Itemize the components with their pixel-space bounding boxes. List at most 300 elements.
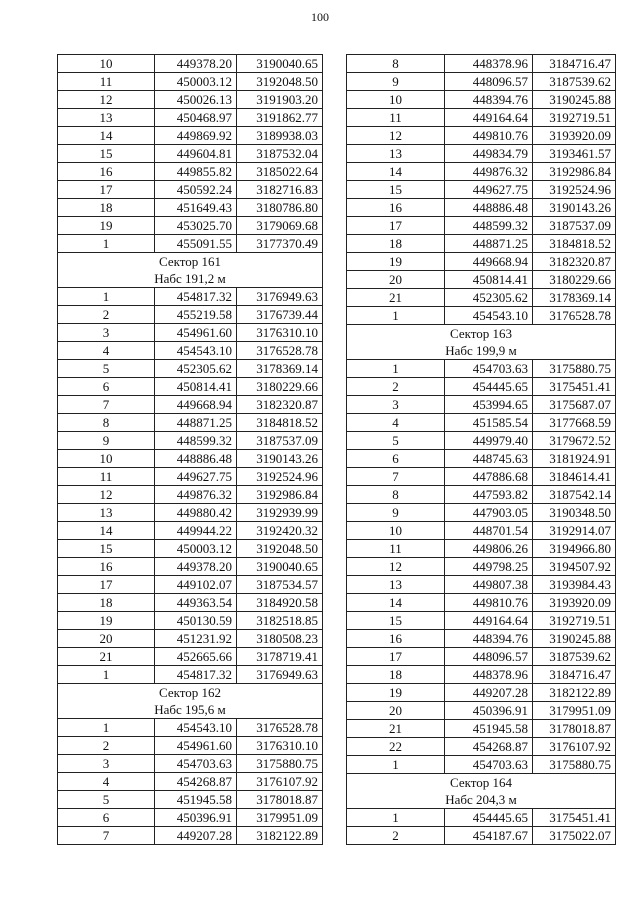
x-coordinate-cell: 449876.32 [155, 486, 237, 504]
point-number-cell: 1 [347, 360, 445, 378]
x-coordinate-cell: 449810.76 [445, 594, 533, 612]
table-row [58, 666, 323, 684]
coordinates-table-left-body [58, 55, 323, 845]
point-number-cell: 4 [58, 342, 155, 360]
table-row [58, 181, 323, 199]
table-row [58, 378, 323, 396]
table-row [58, 576, 323, 594]
point-number-cell: 16 [58, 163, 155, 181]
y-coordinate-cell: 3178719.41 [237, 648, 323, 666]
table-row [347, 468, 616, 486]
point-number-cell: 12 [347, 127, 445, 145]
y-coordinate-cell: 3182122.89 [533, 684, 616, 702]
table-row [347, 199, 616, 217]
x-coordinate-cell: 449855.82 [155, 163, 237, 181]
x-coordinate-cell: 454961.60 [155, 737, 237, 755]
point-number-cell: 1 [58, 288, 155, 306]
point-number-cell: 19 [347, 684, 445, 702]
x-coordinate-cell: 448599.32 [445, 217, 533, 235]
x-coordinate-cell: 449668.94 [445, 253, 533, 271]
table-row [347, 55, 616, 73]
point-number-cell: 13 [58, 504, 155, 522]
x-coordinate-cell: 448745.63 [445, 450, 533, 468]
y-coordinate-cell: 3194966.80 [533, 540, 616, 558]
table-row [58, 719, 323, 737]
point-number-cell: 1 [58, 235, 155, 253]
point-number-cell: 4 [347, 414, 445, 432]
x-coordinate-cell: 454703.63 [445, 756, 533, 774]
page-number: 100 [311, 10, 329, 24]
x-coordinate-cell: 449807.38 [445, 576, 533, 594]
x-coordinate-cell: 448378.96 [445, 55, 533, 73]
point-number-cell: 6 [58, 378, 155, 396]
x-coordinate-cell: 448871.25 [155, 414, 237, 432]
point-number-cell: 9 [58, 432, 155, 450]
x-coordinate-cell: 449810.76 [445, 127, 533, 145]
sector-height-row [347, 342, 616, 360]
sector-height: Набс 191,2 м [58, 270, 323, 288]
sector-height: Набс 195,6 м [58, 701, 323, 719]
x-coordinate-cell: 448096.57 [445, 648, 533, 666]
y-coordinate-cell: 3182320.87 [533, 253, 616, 271]
y-coordinate-cell: 3176310.10 [237, 324, 323, 342]
table-row [347, 396, 616, 414]
point-number-cell: 18 [347, 235, 445, 253]
table-row [58, 809, 323, 827]
y-coordinate-cell: 3192986.84 [237, 486, 323, 504]
y-coordinate-cell: 3184920.58 [237, 594, 323, 612]
point-number-cell: 12 [58, 91, 155, 109]
table-row [347, 181, 616, 199]
x-coordinate-cell: 448886.48 [155, 450, 237, 468]
table-row [58, 306, 323, 324]
point-number-cell: 19 [58, 612, 155, 630]
y-coordinate-cell: 3181924.91 [533, 450, 616, 468]
y-coordinate-cell: 3189938.03 [237, 127, 323, 145]
point-number-cell: 16 [347, 630, 445, 648]
table-row [58, 163, 323, 181]
y-coordinate-cell: 3193920.09 [533, 594, 616, 612]
y-coordinate-cell: 3192986.84 [533, 163, 616, 181]
sector-height: Набс 199,9 м [347, 342, 616, 360]
point-number-cell: 1 [347, 809, 445, 827]
x-coordinate-cell: 450592.24 [155, 181, 237, 199]
point-number-cell: 14 [347, 594, 445, 612]
table-row [58, 558, 323, 576]
x-coordinate-cell: 448394.76 [445, 630, 533, 648]
y-coordinate-cell: 3187532.04 [237, 145, 323, 163]
y-coordinate-cell: 3184818.52 [237, 414, 323, 432]
x-coordinate-cell: 450396.91 [155, 809, 237, 827]
point-number-cell: 1 [347, 307, 445, 325]
x-coordinate-cell: 454703.63 [445, 360, 533, 378]
point-number-cell: 5 [58, 791, 155, 809]
point-number-cell: 3 [58, 324, 155, 342]
point-number-cell: 7 [347, 468, 445, 486]
point-number-cell: 10 [347, 522, 445, 540]
x-coordinate-cell: 452305.62 [445, 289, 533, 307]
point-number-cell: 14 [58, 522, 155, 540]
y-coordinate-cell: 3192524.96 [533, 181, 616, 199]
y-coordinate-cell: 3192524.96 [237, 468, 323, 486]
table-row [347, 73, 616, 91]
table-row [58, 324, 323, 342]
y-coordinate-cell: 3187539.62 [533, 73, 616, 91]
table-row [347, 558, 616, 576]
sector-title-row [58, 684, 323, 702]
x-coordinate-cell: 449164.64 [445, 612, 533, 630]
table-row [58, 288, 323, 306]
point-number-cell: 8 [58, 414, 155, 432]
table-row [58, 594, 323, 612]
table-row [347, 414, 616, 432]
point-number-cell: 21 [347, 720, 445, 738]
y-coordinate-cell: 3190040.65 [237, 558, 323, 576]
y-coordinate-cell: 3192048.50 [237, 540, 323, 558]
x-coordinate-cell: 452665.66 [155, 648, 237, 666]
point-number-cell: 3 [58, 755, 155, 773]
table-row [347, 827, 616, 845]
x-coordinate-cell: 448886.48 [445, 199, 533, 217]
table-row [58, 55, 323, 73]
x-coordinate-cell: 449102.07 [155, 576, 237, 594]
y-coordinate-cell: 3176739.44 [237, 306, 323, 324]
point-number-cell: 7 [58, 827, 155, 845]
x-coordinate-cell: 450003.12 [155, 540, 237, 558]
y-coordinate-cell: 3190245.88 [533, 630, 616, 648]
point-number-cell: 14 [58, 127, 155, 145]
point-number-cell: 6 [58, 809, 155, 827]
x-coordinate-cell: 454445.65 [445, 809, 533, 827]
x-coordinate-cell: 449798.25 [445, 558, 533, 576]
y-coordinate-cell: 3192719.51 [533, 109, 616, 127]
x-coordinate-cell: 449944.22 [155, 522, 237, 540]
point-number-cell: 11 [347, 109, 445, 127]
y-coordinate-cell: 3182716.83 [237, 181, 323, 199]
x-coordinate-cell: 448394.76 [445, 91, 533, 109]
y-coordinate-cell: 3176949.63 [237, 666, 323, 684]
y-coordinate-cell: 3182320.87 [237, 396, 323, 414]
table-row [58, 109, 323, 127]
point-number-cell: 18 [58, 199, 155, 217]
x-coordinate-cell: 449627.75 [155, 468, 237, 486]
point-number-cell: 9 [347, 73, 445, 91]
y-coordinate-cell: 3190348.50 [533, 504, 616, 522]
x-coordinate-cell: 454187.67 [445, 827, 533, 845]
sector-title: Сектор 164 [347, 774, 616, 792]
y-coordinate-cell: 3182122.89 [237, 827, 323, 845]
y-coordinate-cell: 3180786.80 [237, 199, 323, 217]
y-coordinate-cell: 3176528.78 [237, 342, 323, 360]
x-coordinate-cell: 449604.81 [155, 145, 237, 163]
point-number-cell: 2 [347, 378, 445, 396]
y-coordinate-cell: 3177668.59 [533, 414, 616, 432]
x-coordinate-cell: 449378.20 [155, 558, 237, 576]
point-number-cell: 14 [347, 163, 445, 181]
table-row [58, 145, 323, 163]
y-coordinate-cell: 3175880.75 [237, 755, 323, 773]
point-number-cell: 16 [347, 199, 445, 217]
table-row [347, 235, 616, 253]
sector-height-row [347, 791, 616, 809]
table-row [58, 773, 323, 791]
x-coordinate-cell: 454543.10 [155, 342, 237, 360]
table-row [347, 630, 616, 648]
x-coordinate-cell: 448378.96 [445, 666, 533, 684]
x-coordinate-cell: 449876.32 [445, 163, 533, 181]
table-row [347, 809, 616, 827]
sector-title-row [347, 325, 616, 343]
table-row [58, 755, 323, 773]
y-coordinate-cell: 3187537.09 [533, 217, 616, 235]
y-coordinate-cell: 3190143.26 [237, 450, 323, 468]
y-coordinate-cell: 3177370.49 [237, 235, 323, 253]
y-coordinate-cell: 3178018.87 [237, 791, 323, 809]
x-coordinate-cell: 454543.10 [445, 307, 533, 325]
y-coordinate-cell: 3184818.52 [533, 235, 616, 253]
x-coordinate-cell: 450814.41 [445, 271, 533, 289]
point-number-cell: 1 [347, 756, 445, 774]
x-coordinate-cell: 449668.94 [155, 396, 237, 414]
point-number-cell: 20 [347, 702, 445, 720]
x-coordinate-cell: 449880.42 [155, 504, 237, 522]
point-number-cell: 11 [58, 468, 155, 486]
table-row [347, 738, 616, 756]
y-coordinate-cell: 3187539.62 [533, 648, 616, 666]
point-number-cell: 18 [58, 594, 155, 612]
table-row [58, 522, 323, 540]
x-coordinate-cell: 451945.58 [445, 720, 533, 738]
point-number-cell: 16 [58, 558, 155, 576]
table-row [347, 307, 616, 325]
point-number-cell: 4 [58, 773, 155, 791]
table-row [58, 450, 323, 468]
y-coordinate-cell: 3191862.77 [237, 109, 323, 127]
point-number-cell: 21 [58, 648, 155, 666]
point-number-cell: 10 [347, 91, 445, 109]
y-coordinate-cell: 3178369.14 [237, 360, 323, 378]
point-number-cell: 2 [58, 306, 155, 324]
table-row [347, 666, 616, 684]
y-coordinate-cell: 3184716.47 [533, 55, 616, 73]
y-coordinate-cell: 3179951.09 [237, 809, 323, 827]
x-coordinate-cell: 453994.65 [445, 396, 533, 414]
y-coordinate-cell: 3184614.41 [533, 468, 616, 486]
y-coordinate-cell: 3175451.41 [533, 378, 616, 396]
point-number-cell: 20 [347, 271, 445, 289]
point-number-cell: 17 [347, 648, 445, 666]
table-row [347, 360, 616, 378]
y-coordinate-cell: 3175880.75 [533, 756, 616, 774]
x-coordinate-cell: 450026.13 [155, 91, 237, 109]
y-coordinate-cell: 3175880.75 [533, 360, 616, 378]
x-coordinate-cell: 450396.91 [445, 702, 533, 720]
point-number-cell: 2 [347, 827, 445, 845]
point-number-cell: 17 [58, 576, 155, 594]
y-coordinate-cell: 3176528.78 [533, 307, 616, 325]
table-row [58, 414, 323, 432]
y-coordinate-cell: 3176528.78 [237, 719, 323, 737]
sector-title-row [347, 774, 616, 792]
table-row [347, 163, 616, 181]
y-coordinate-cell: 3176310.10 [237, 737, 323, 755]
x-coordinate-cell: 454817.32 [155, 666, 237, 684]
point-number-cell: 19 [347, 253, 445, 271]
table-row [347, 253, 616, 271]
x-coordinate-cell: 449627.75 [445, 181, 533, 199]
x-coordinate-cell: 451231.92 [155, 630, 237, 648]
x-coordinate-cell: 454817.32 [155, 288, 237, 306]
point-number-cell: 15 [347, 612, 445, 630]
x-coordinate-cell: 454268.87 [445, 738, 533, 756]
x-coordinate-cell: 447886.68 [445, 468, 533, 486]
y-coordinate-cell: 3175687.07 [533, 396, 616, 414]
point-number-cell: 1 [58, 719, 155, 737]
table-row [347, 702, 616, 720]
x-coordinate-cell: 449869.92 [155, 127, 237, 145]
table-row [58, 127, 323, 145]
point-number-cell: 10 [58, 450, 155, 468]
sector-height-row [58, 270, 323, 288]
sector-height: Набс 204,3 м [347, 791, 616, 809]
sector-title: Сектор 161 [58, 253, 323, 271]
table-row [58, 360, 323, 378]
x-coordinate-cell: 449378.20 [155, 55, 237, 73]
table-row [58, 504, 323, 522]
y-coordinate-cell: 3190245.88 [533, 91, 616, 109]
x-coordinate-cell: 449834.79 [445, 145, 533, 163]
table-row [58, 73, 323, 91]
x-coordinate-cell: 451585.54 [445, 414, 533, 432]
x-coordinate-cell: 454543.10 [155, 719, 237, 737]
point-number-cell: 7 [58, 396, 155, 414]
y-coordinate-cell: 3184716.47 [533, 666, 616, 684]
x-coordinate-cell: 452305.62 [155, 360, 237, 378]
y-coordinate-cell: 3192048.50 [237, 73, 323, 91]
table-row [347, 612, 616, 630]
sector-title: Сектор 162 [58, 684, 323, 702]
y-coordinate-cell: 3192939.99 [237, 504, 323, 522]
y-coordinate-cell: 3194507.92 [533, 558, 616, 576]
x-coordinate-cell: 448096.57 [445, 73, 533, 91]
point-number-cell: 19 [58, 217, 155, 235]
table-row [58, 612, 323, 630]
point-number-cell: 13 [58, 109, 155, 127]
x-coordinate-cell: 454703.63 [155, 755, 237, 773]
table-row [347, 91, 616, 109]
point-number-cell: 21 [347, 289, 445, 307]
x-coordinate-cell: 450003.12 [155, 73, 237, 91]
y-coordinate-cell: 3176107.92 [533, 738, 616, 756]
point-number-cell: 11 [58, 73, 155, 91]
x-coordinate-cell: 449806.26 [445, 540, 533, 558]
table-row [58, 648, 323, 666]
y-coordinate-cell: 3180229.66 [237, 378, 323, 396]
x-coordinate-cell: 449207.28 [155, 827, 237, 845]
y-coordinate-cell: 3193920.09 [533, 127, 616, 145]
table-row [347, 720, 616, 738]
y-coordinate-cell: 3179672.52 [533, 432, 616, 450]
point-number-cell: 18 [347, 666, 445, 684]
x-coordinate-cell: 449207.28 [445, 684, 533, 702]
table-row [347, 432, 616, 450]
table-row [347, 504, 616, 522]
y-coordinate-cell: 3187542.14 [533, 486, 616, 504]
point-number-cell: 8 [347, 55, 445, 73]
coordinates-table-right [346, 54, 616, 845]
y-coordinate-cell: 3185022.64 [237, 163, 323, 181]
table-row [58, 396, 323, 414]
table-row [347, 648, 616, 666]
x-coordinate-cell: 454268.87 [155, 773, 237, 791]
table-row [58, 737, 323, 755]
y-coordinate-cell: 3187534.57 [237, 576, 323, 594]
table-row [347, 576, 616, 594]
x-coordinate-cell: 450814.41 [155, 378, 237, 396]
x-coordinate-cell: 450468.97 [155, 109, 237, 127]
table-row [347, 217, 616, 235]
y-coordinate-cell: 3192420.32 [237, 522, 323, 540]
table-row [347, 684, 616, 702]
table-row [58, 342, 323, 360]
table-row [347, 145, 616, 163]
point-number-cell: 13 [347, 145, 445, 163]
coordinates-table-right-body [347, 55, 616, 845]
table-row [347, 127, 616, 145]
point-number-cell: 17 [347, 217, 445, 235]
y-coordinate-cell: 3190040.65 [237, 55, 323, 73]
table-row [347, 271, 616, 289]
table-row [347, 486, 616, 504]
x-coordinate-cell: 451649.43 [155, 199, 237, 217]
table-row [58, 91, 323, 109]
point-number-cell: 12 [347, 558, 445, 576]
table-row [347, 109, 616, 127]
y-coordinate-cell: 3180229.66 [533, 271, 616, 289]
x-coordinate-cell: 448701.54 [445, 522, 533, 540]
table-row [347, 378, 616, 396]
table-row [347, 540, 616, 558]
x-coordinate-cell: 447593.82 [445, 486, 533, 504]
point-number-cell: 11 [347, 540, 445, 558]
x-coordinate-cell: 450130.59 [155, 612, 237, 630]
y-coordinate-cell: 3179951.09 [533, 702, 616, 720]
x-coordinate-cell: 449164.64 [445, 109, 533, 127]
table-row [347, 756, 616, 774]
table-row [58, 827, 323, 845]
point-number-cell: 17 [58, 181, 155, 199]
table-row [347, 522, 616, 540]
x-coordinate-cell: 449979.40 [445, 432, 533, 450]
point-number-cell: 15 [58, 540, 155, 558]
x-coordinate-cell: 455091.55 [155, 235, 237, 253]
point-number-cell: 1 [58, 666, 155, 684]
table-row [58, 540, 323, 558]
table-row [347, 594, 616, 612]
point-number-cell: 12 [58, 486, 155, 504]
table-row [58, 199, 323, 217]
y-coordinate-cell: 3187537.09 [237, 432, 323, 450]
y-coordinate-cell: 3178018.87 [533, 720, 616, 738]
point-number-cell: 5 [58, 360, 155, 378]
point-number-cell: 8 [347, 486, 445, 504]
x-coordinate-cell: 448871.25 [445, 235, 533, 253]
y-coordinate-cell: 3192719.51 [533, 612, 616, 630]
sector-title: Сектор 163 [347, 325, 616, 343]
table-row [58, 630, 323, 648]
point-number-cell: 2 [58, 737, 155, 755]
table-row [58, 486, 323, 504]
